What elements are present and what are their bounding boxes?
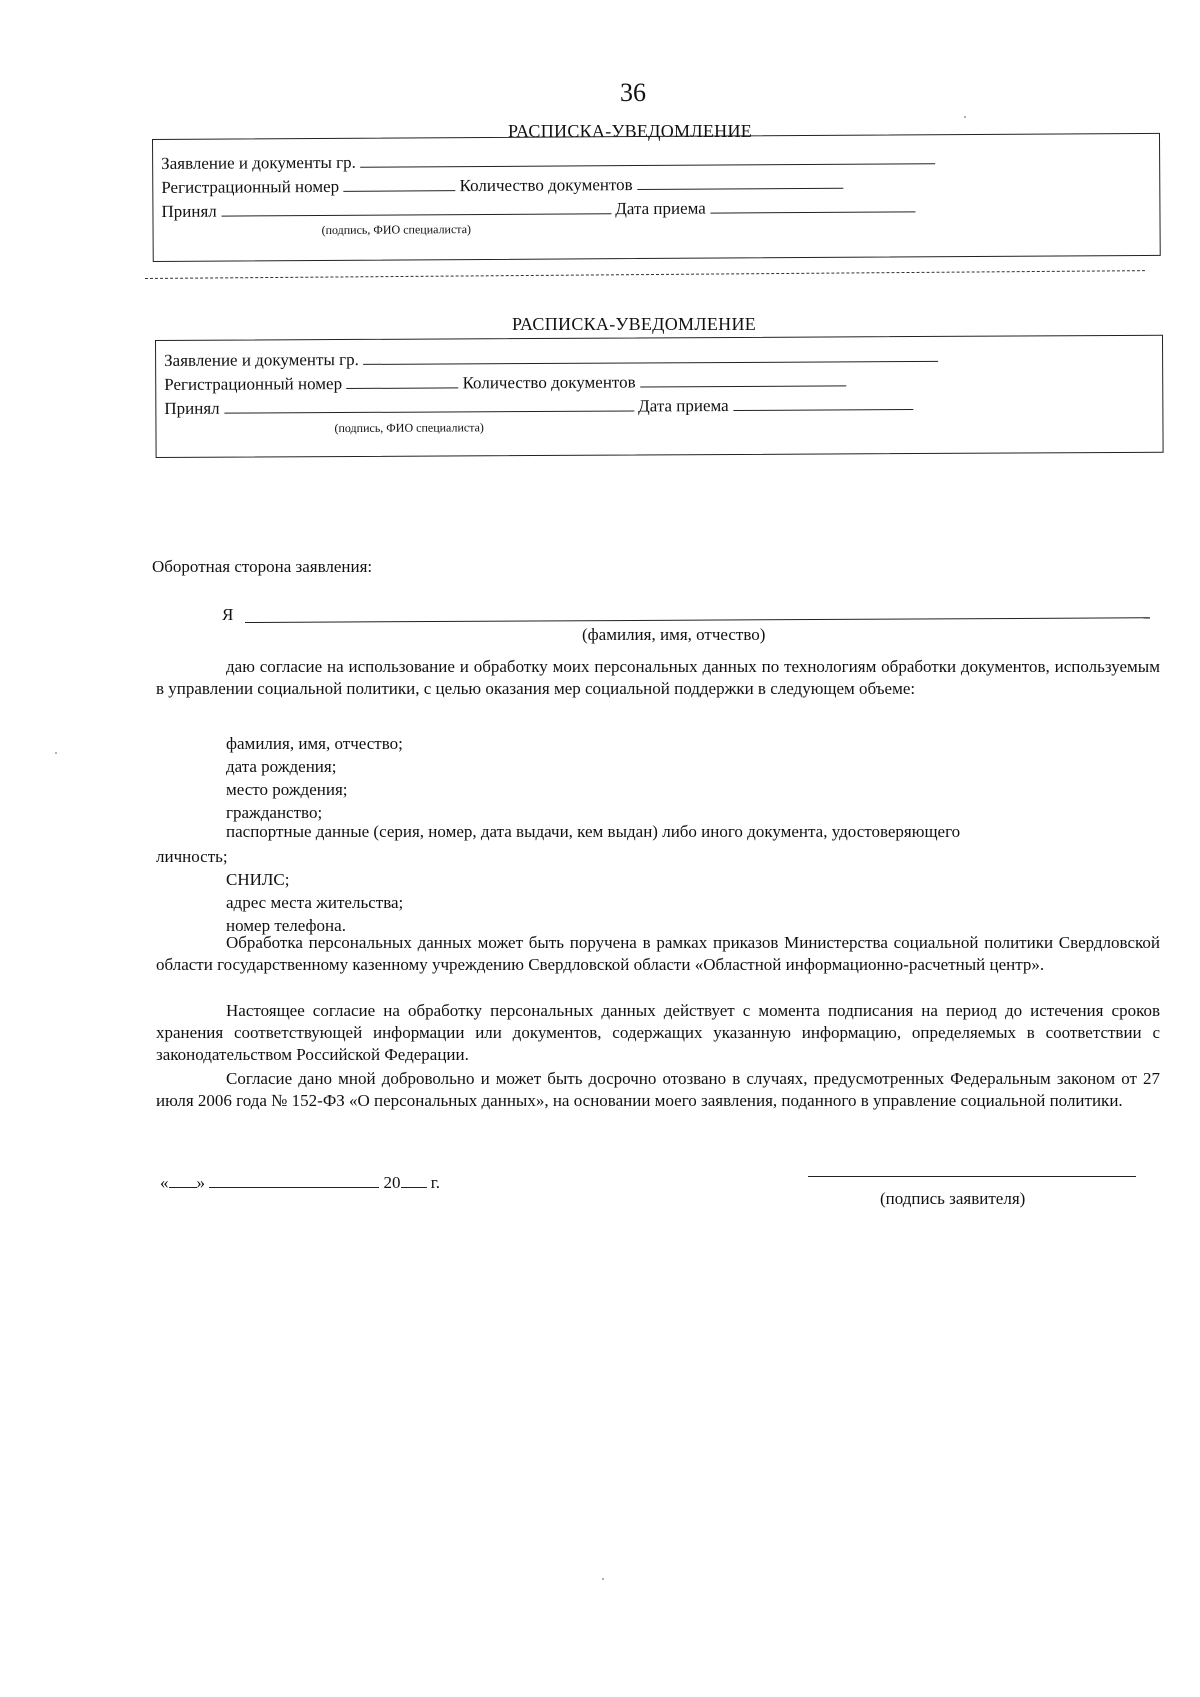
- list-item: фамилия, имя, отчество;: [226, 734, 403, 753]
- year-blank[interactable]: [401, 1186, 427, 1188]
- accepted-label: Принял: [164, 398, 220, 418]
- list-item: место рождения;: [226, 780, 348, 799]
- close-quote: »: [196, 1173, 205, 1192]
- docs-label: Заявление и документы гр.: [161, 152, 356, 173]
- count-label: Количество документов: [462, 372, 636, 393]
- reg-blank[interactable]: [343, 189, 455, 192]
- scan-speck: [602, 1578, 604, 1580]
- docs-blank[interactable]: [360, 162, 935, 168]
- page-number: 36: [620, 78, 646, 107]
- date-label: Дата приема: [615, 198, 706, 219]
- para-revocation: Согласие дано мной добровольно и может быть досрочно отозвано в случаях, предусмотренных Федеральным законом от 27 июля 2006 года № 152-ФЗ «О персональных данных», на основании моего заявления, поданного в управление социальной политики.: [156, 1069, 1160, 1110]
- reg-blank[interactable]: [346, 386, 458, 389]
- reverse-heading: Оборотная сторона заявления:: [152, 557, 373, 576]
- para-validity: Настоящее согласие на обработку персональных данных действует с момента подписания на период до истечения сроков хранения соответствующей информации или документов, содержащих указанную информацию, определяемых в соответствии с законодательством Российской Федерации.: [156, 1001, 1160, 1064]
- scan-speck: [964, 116, 966, 118]
- list-item: дата рождения;: [226, 757, 337, 776]
- accepted-blank[interactable]: [224, 409, 634, 413]
- reg-label: Регистрационный номер: [164, 374, 343, 394]
- reg-line: [164, 371, 846, 395]
- date-blank[interactable]: [733, 408, 913, 411]
- count-label: Количество документов: [459, 175, 633, 196]
- name-blank[interactable]: [245, 617, 1150, 623]
- name-caption: (фамилия, имя, отчество): [582, 625, 766, 644]
- receipt-box-1: [152, 133, 1161, 262]
- year-suffix: г.: [430, 1173, 441, 1192]
- signature-caption: (подпись, ФИО специалиста): [334, 420, 484, 436]
- count-blank[interactable]: [640, 384, 846, 387]
- docs-line: [164, 347, 938, 371]
- list-item: личность;: [156, 847, 228, 866]
- docs-blank[interactable]: [363, 360, 938, 365]
- year-prefix: 20: [383, 1173, 401, 1192]
- docs-line: [161, 149, 935, 174]
- cut-line: [145, 270, 1145, 279]
- consent-intro: даю согласие на использование и обработку моих персональных данных по технологиям обработки документов, используемым в управлении социальной политики, с целью оказания мер социальной поддержки в следующем объеме:: [156, 657, 1160, 698]
- count-blank[interactable]: [637, 187, 843, 190]
- scan-speck: [55, 752, 57, 754]
- receipt-title-2: РАСПИСКА-УВЕДОМЛЕНИЕ: [512, 314, 757, 334]
- date-label: Дата приема: [638, 395, 729, 416]
- reg-label: Регистрационный номер: [161, 176, 340, 197]
- para-processing: Обработка персональных данных может быть поручена в рамках приказов Министерства социальной политики Свердловской области государственному казенному учреждению Свердловской области «Областной информационно-расчетный центр».: [156, 933, 1160, 974]
- signature-caption: (подпись, ФИО специалиста): [321, 222, 472, 237]
- i-label: Я: [222, 605, 234, 624]
- accepted-blank[interactable]: [221, 212, 611, 216]
- receipt-box-2: [155, 335, 1164, 458]
- date-field: [160, 1172, 440, 1194]
- open-quote: «: [160, 1173, 169, 1192]
- receipt-title-1: РАСПИСКА-УВЕДОМЛЕНИЕ: [508, 121, 753, 141]
- accepted-line: [161, 197, 915, 222]
- list-item: гражданство;: [226, 803, 323, 822]
- docs-label: Заявление и документы гр.: [164, 349, 359, 370]
- list-item: паспортные данные (серия, номер, дата выдачи, кем выдан) либо иного документа, удостоверяющего: [226, 822, 961, 841]
- day-blank[interactable]: [169, 1186, 197, 1188]
- accepted-label: Принял: [161, 201, 217, 221]
- applicant-signature-caption: (подпись заявителя): [880, 1189, 1026, 1208]
- list-item: номер телефона.: [226, 916, 346, 935]
- accepted-line: [164, 395, 913, 419]
- reg-line: [161, 174, 843, 198]
- applicant-signature-line[interactable]: [808, 1176, 1136, 1177]
- date-blank[interactable]: [710, 210, 915, 213]
- month-blank[interactable]: [209, 1186, 379, 1188]
- list-item: СНИЛС;: [226, 870, 290, 889]
- list-item: адрес места жительства;: [226, 893, 404, 912]
